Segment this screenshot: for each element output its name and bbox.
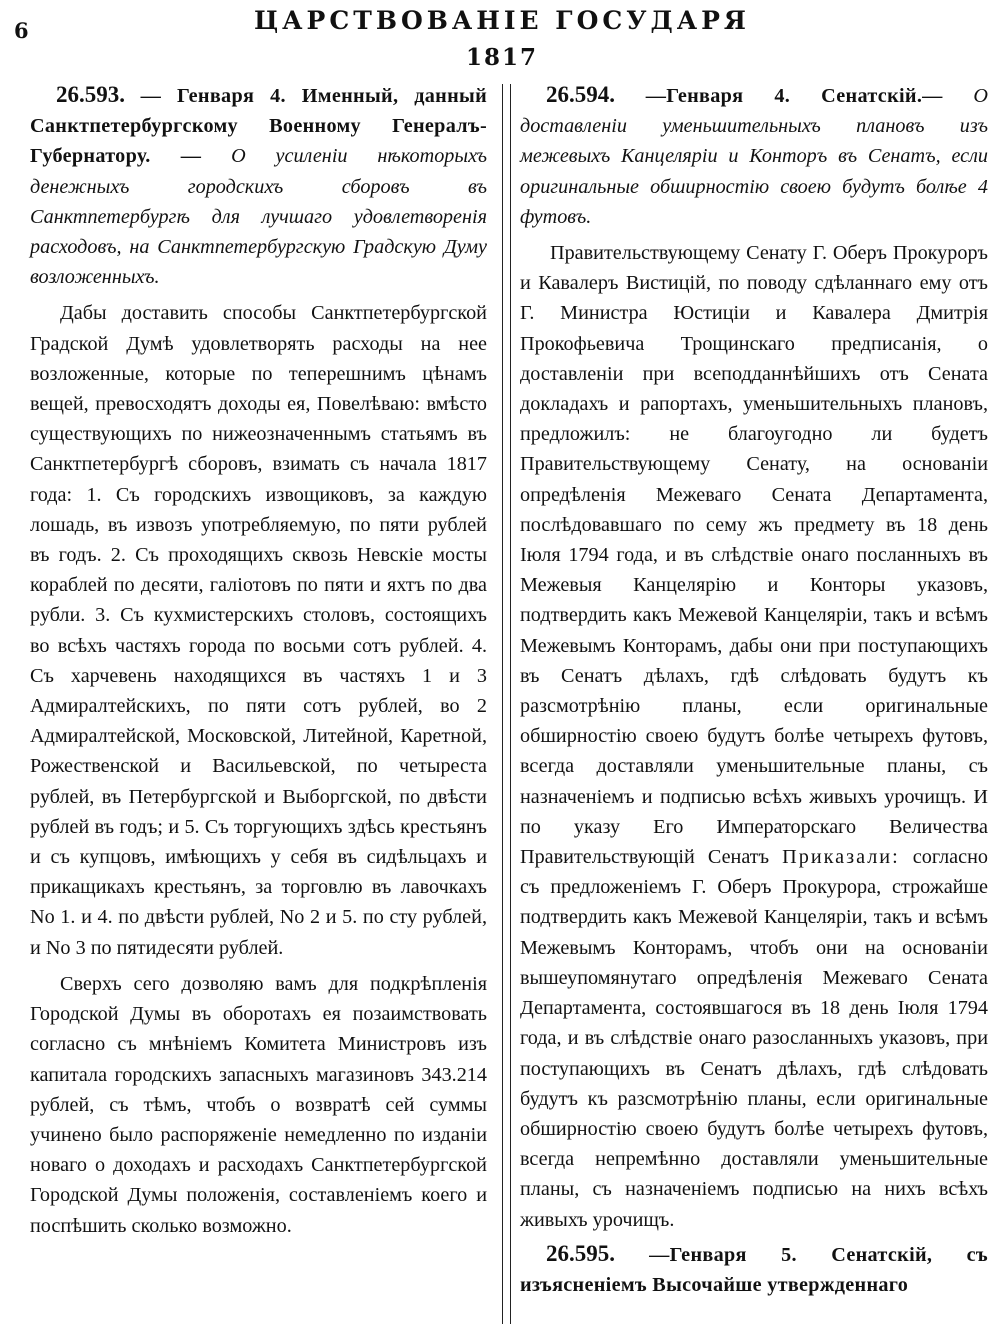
decree-paragraph: Дабы доставить способы Санктпетербургской Градской Думѣ удовлетворять расходы на нее возложенные, которые по теперешнимъ цѣнамъ вещей, превосходятъ доходы ея, Повелѣваю: вмѣсто существующихъ по нижеозначеннымъ статьямъ въ Санктпетербургѣ сборовъ, взимать съ начала 1817 года: 1. Съ городскихъ извощиковъ, за каждую лошадь, въ извозъ употребляемую, по пяти рублей въ годъ. 2. Съ проходящихъ сквозь Невскіе мосты кораблей по десяти, галіотовъ по пяти и яхтъ по два рубли. 3. Съ кухмистерскихъ столовъ, состоящихъ во всѣхъ частяхъ города по восьми сотъ рублей. 4. Съ харчевень находящихся въ частяхъ 1 и 3 Адмиралтейскихъ, по пяти сотъ рублей, во 2 Адмиралтейской, Московской, Литейной, Каретной, Рожественской и Васильевской, по четыреста рублей, въ Петербургской и Выборгской, по двѣсти рублей въ годъ; и 5. Съ торгующихъ здѣсь крестьянъ и съ купцовъ, имѣющихъ у себя въ сидѣльцахъ и прикащикахъ крестьянъ, за торговлю въ лавочкахъ No 1. и 4. по двѣсти рублей, No 2 и 5. по сту рублей, и No 3 по пятидесяти рублей.	[30, 302, 487, 959]
entry-heading: —Генваря 5. Сенатскій, съ изъясненіемъ Высочайше утвержденнаго	[520, 1243, 988, 1296]
entry-26594	[520, 80, 988, 232]
left-column	[30, 80, 487, 1241]
page-number: 6	[14, 18, 29, 43]
entry-heading: — Генваря 4. Именный, данный Санктпетербургскому Военному Генералъ-Губернатору. —	[30, 85, 488, 168]
entry-number: 26.593.	[56, 82, 125, 107]
entry-26593	[30, 80, 487, 292]
year-heading: 1817	[465, 44, 538, 71]
decree-paragraph-2: Сверхъ сего дозволяю вамъ для подкрѣпленія Городской Думы въ оборотахъ ея позаимствовать согласно съ мнѣніемъ Комитета Министровъ изъ капитала городскихъ запасныхъ магазиновъ 343.214 рублей, съ тѣмъ, чтобъ о возвратѣ сей суммы учинено было распоряженіе немедленно по изданіи новаго о доходахъ и расходахъ Санктпетербургской Городской Думы положенія, составленіемъ коего и поспѣшить сколько возможно.	[30, 972, 487, 1237]
running-head: ЦАРСТВОВАНІЕ ГОСУДАРЯ	[254, 6, 750, 35]
prikazali-word: Приказали:	[782, 846, 900, 869]
entry-number: 26.594.	[546, 82, 615, 107]
senate-paragraph-text: Правительствующему Сенату Г. Оберъ Прокуроръ и Кавалеръ Вистицій, по поводу сдѣланнаго ему отъ Г. Министра Юстиціи и Кавалера Дмитрія Прокофьевича Трощинскаго предписанія, о доставленіи при всеподданнѣйшихъ отъ Сената докладахъ и рапортахъ, уменьшительныхъ плановъ, предложилъ: не благоугодно ли будетъ Правительствующему Сенату, на основаніи опредѣленія Межеваго Сената Департамента, послѣдовавшаго по сему жъ предмету въ 18 день Іюля 1794 года, и въ слѣдствіе онаго посланныхъ въ Межевыя Канцелярію и Конторы указовъ, подтвердить какъ Межевой Канцеляріи, такъ и всѣмъ Межевымъ Конторамъ, дабы они при поступающихъ въ Сенатъ дѣлахъ, гдѣ слѣдовать будутъ къ разсмотрѣнію планы, если оригинальные обширностію своею будутъ болѣе четырехъ футовъ, всегда доставляли уменьшительные планы, съ назначеніемъ и подписью всѣхъ живыхъ урочищъ. И по указу Его Императорскаго Величества Правительствующій Сенатъ	[520, 242, 988, 869]
entry-26595	[520, 1239, 988, 1300]
entry-number: 26.595.	[546, 1240, 615, 1266]
senate-paragraph-rest: согласно съ предложеніемъ Г. Оберъ Прокурора, строжайше подтвердить какъ Межевой Канцеляріи, такъ и всѣмъ Межевымъ Конторамъ, чтобъ они на основаніи вышеупомянутаго опредѣленія Межеваго Сената Департамента, состоявшагося въ 18 день Іюля 1794 года, и въ слѣдствіе онаго разосланныхъ указовъ, при поступающихъ въ Сенатъ дѣлахъ, гдѣ слѣдовать будутъ къ разсмотрѣнію планы, если оригинальные обширностію своею будутъ болѣе четырехъ футовъ, всегда непремѣнно доставляли уменьшительные планы, съ назначеніемъ подписью на нихъ всѣхъ живыхъ урочищъ.	[520, 846, 988, 1231]
column-divider	[502, 84, 511, 1324]
entry-subject: О усиленіи нѣкоторыхъ денежныхъ городскихъ сборовъ въ Санктпетербургѣ для лучшаго удовлетворенія расходовъ, на Санктпетербургскую Градскую Думу возложенныхъ.	[30, 145, 488, 289]
senate-paragraph	[520, 238, 988, 1235]
entry-subject: О доставленіи уменьшительныхъ плановъ изъ межевыхъ Канцеляріи и Конторъ въ Сенатъ, если оригинальные обширностію своею будутъ болѣе 4 футовъ.	[520, 85, 989, 228]
entry-heading: —Генваря 4. Сенатскій.—	[645, 85, 943, 107]
right-column	[520, 80, 988, 1300]
